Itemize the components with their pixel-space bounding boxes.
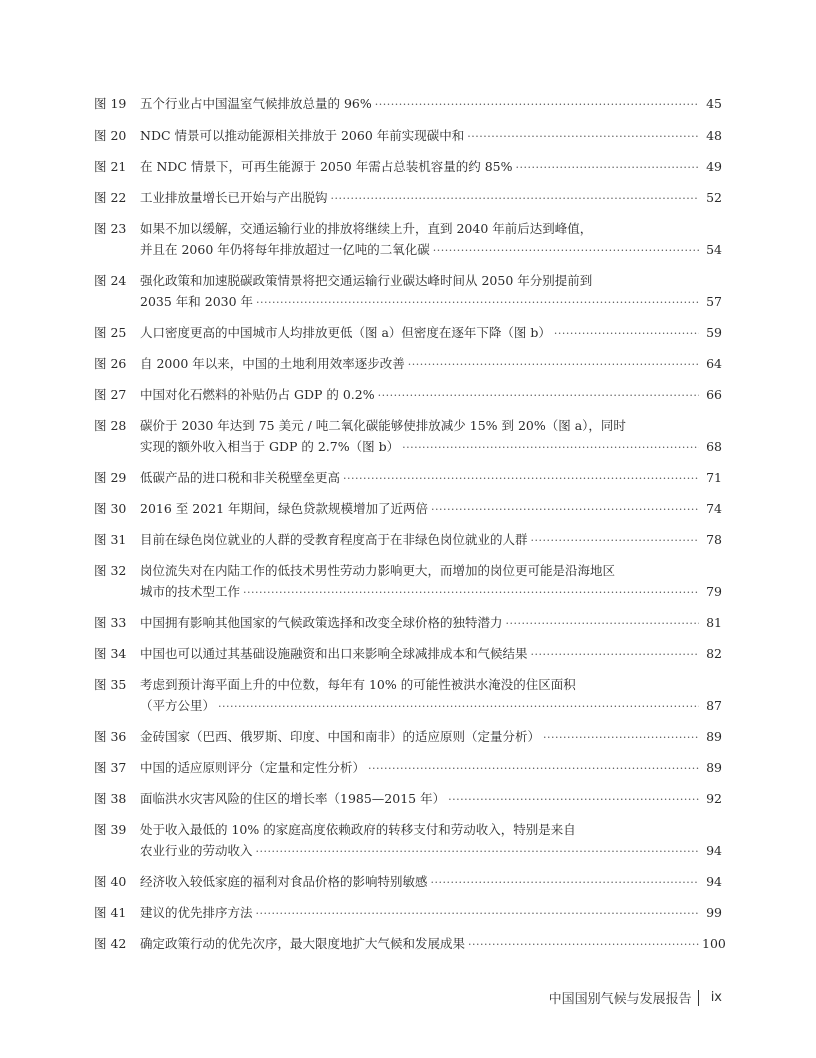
dot-leader — [402, 437, 699, 458]
dot-leader — [531, 530, 699, 551]
footer-divider — [698, 990, 699, 1006]
page-number-link[interactable]: 59 — [706, 325, 722, 340]
page-number-link[interactable]: 79 — [706, 584, 722, 599]
dot-leader — [531, 644, 699, 665]
figure-title: 金砖国家（巴西、俄罗斯、印度、中国和南非）的适应原则（定量分析） — [140, 729, 541, 744]
page-number-link[interactable]: 82 — [706, 646, 722, 661]
page-number-link[interactable]: 68 — [706, 439, 722, 454]
dot-leader — [468, 934, 699, 955]
figure-number: 图 24 — [94, 273, 127, 288]
figure-number: 图 27 — [94, 387, 127, 402]
figure-title-line: 如果不加以缓解，交通运输行业的排放将继续上升，直到 2040 年前后达到峰值， — [140, 221, 593, 236]
figure-title: 在 NDC 情景下，可再生能源于 2050 年需占总装机容量的约 85% — [140, 159, 513, 174]
figure-number: 图 40 — [94, 874, 127, 889]
figure-title-line: 碳价于 2030 年达到 75 美元 / 吨二氧化碳能够使排放减少 15% 到 20%（图 a），同时 — [140, 418, 626, 433]
figure-title: 并且在 2060 年仍将每年排放超过一亿吨的二氧化碳 — [140, 242, 430, 257]
figure-number: 图 23 — [94, 221, 127, 236]
figure-title: 实现的额外收入相当于 GDP 的 2.7%（图 b） — [140, 439, 400, 454]
figure-title: 面临洪水灾害风险的住区的增长率（1985—2015 年） — [140, 791, 446, 806]
dot-leader — [256, 903, 699, 924]
page-number-link[interactable]: 81 — [706, 615, 722, 630]
figure-title: 中国也可以通过其基础设施融资和出口来影响全球减排成本和气候结果 — [140, 646, 528, 661]
page-number-link[interactable]: 89 — [706, 760, 722, 775]
page-number-link[interactable]: 89 — [706, 729, 722, 744]
figure-title: 确定政策行动的优先次序，最大限度地扩大气候和发展成果 — [140, 936, 466, 951]
figure-title: 经济收入较低家庭的福利对食品价格的影响特别敏感 — [140, 874, 428, 889]
figure-title: 自 2000 年以来，中国的土地利用效率逐步改善 — [140, 356, 405, 371]
figure-number: 图 38 — [94, 791, 127, 806]
page-number-link[interactable]: 48 — [706, 128, 722, 143]
dot-leader — [375, 94, 699, 115]
dot-leader — [433, 240, 699, 261]
dot-leader — [256, 841, 699, 862]
page-footer — [549, 988, 722, 1007]
dot-leader — [331, 188, 699, 209]
dot-leader — [543, 727, 699, 748]
figure-title: 中国对化石燃料的补贴仍占 GDP 的 0.2% — [140, 387, 375, 402]
dot-leader — [431, 499, 699, 520]
figure-number: 图 20 — [94, 128, 127, 143]
dot-leader — [516, 157, 700, 178]
page-number-link[interactable]: 52 — [706, 190, 722, 205]
figure-title-line: 强化政策和加速脱碳政策情景将把交通运输行业碳达峰时间从 2050 年分别提前到 — [140, 273, 593, 288]
figure-number: 图 31 — [94, 532, 127, 547]
page-number-link[interactable]: 71 — [706, 470, 722, 485]
figure-title: 中国的适应原则评分（定量和定性分析） — [140, 760, 366, 775]
figure-number: 图 22 — [94, 190, 127, 205]
figure-number: 图 39 — [94, 822, 127, 837]
figure-number: 图 26 — [94, 356, 127, 371]
figure-title-line: 岗位流失对在内陆工作的低技术男性劳动力影响更大，而增加的岗位更可能是沿海地区 — [140, 563, 616, 578]
page-number-link[interactable]: 92 — [706, 791, 722, 806]
report-title: 中国国别气候与发展报告 — [548, 992, 692, 1007]
page-number-link[interactable]: 66 — [706, 387, 722, 402]
dot-leader — [467, 126, 699, 147]
figure-number: 图 25 — [94, 325, 127, 340]
figure-title-line: 处于收入最低的 10% 的家庭高度依赖政府的转移支付和劳动收入，特别是来自 — [140, 822, 576, 837]
figure-number: 图 42 — [94, 936, 127, 951]
figure-number: 图 37 — [94, 760, 127, 775]
figure-number: 图 28 — [94, 418, 127, 433]
page-number-link[interactable]: 49 — [706, 159, 722, 174]
page-number-link[interactable]: 57 — [706, 294, 722, 309]
figure-number: 图 21 — [94, 159, 127, 174]
page-number-link[interactable]: 74 — [706, 501, 722, 516]
figure-title: 2016 至 2021 年期间，绿色贷款规模增加了近两倍 — [140, 501, 429, 516]
figure-number: 图 32 — [94, 563, 127, 578]
dot-leader — [343, 468, 699, 489]
dot-leader — [218, 696, 699, 717]
page-number-link[interactable]: 99 — [706, 905, 722, 920]
page-number-link[interactable]: 94 — [706, 874, 722, 889]
figure-title: （平方公里） — [140, 698, 216, 713]
dot-leader — [431, 872, 699, 893]
page-number-link[interactable]: 64 — [706, 356, 722, 371]
figure-number: 图 33 — [94, 615, 127, 630]
figure-number: 图 29 — [94, 470, 127, 485]
figure-title: 中国拥有影响其他国家的气候政策选择和改变全球价格的独特潜力 — [140, 615, 503, 630]
page-number-link[interactable]: 78 — [706, 532, 722, 547]
page-number-link[interactable]: 45 — [706, 96, 722, 111]
figure-number: 图 41 — [94, 905, 127, 920]
figure-number: 图 34 — [94, 646, 127, 661]
figure-title: 人口密度更高的中国城市人均排放更低（图 a）但密度在逐年下降（图 b） — [140, 325, 551, 340]
figure-title: NDC 情景可以推动能源相关排放于 2060 年前实现碳中和 — [140, 128, 465, 143]
figure-number: 图 30 — [94, 501, 127, 516]
figure-title: 工业排放量增长已开始与产出脱钩 — [140, 190, 328, 205]
figure-title: 2035 年和 2030 年 — [140, 294, 254, 309]
page-number-link[interactable]: 100 — [702, 936, 726, 951]
figure-title: 城市的技术型工作 — [140, 584, 241, 599]
dot-leader — [243, 582, 699, 603]
dot-leader — [378, 385, 699, 406]
figure-title: 低碳产品的进口税和非关税壁垒更高 — [140, 470, 341, 485]
figure-number: 图 36 — [94, 729, 127, 744]
dot-leader — [408, 354, 699, 375]
page-number-link[interactable]: 54 — [706, 242, 722, 257]
figure-title: 农业行业的劳动收入 — [140, 843, 253, 858]
dot-leader — [506, 613, 699, 634]
dot-leader — [448, 789, 699, 810]
dot-leader — [554, 323, 699, 344]
figure-title-line: 考虑到预计海平面上升的中位数，每年有 10% 的可能性被洪水淹没的住区面积 — [140, 677, 576, 692]
figure-number: 图 19 — [94, 96, 127, 111]
figure-title: 五个行业占中国温室气候排放总量的 96% — [140, 96, 372, 111]
dot-leader — [256, 292, 699, 313]
figure-title: 目前在绿色岗位就业的人群的受教育程度高于在非绿色岗位就业的人群 — [140, 532, 528, 547]
figure-title: 建议的优先排序方法 — [140, 905, 253, 920]
dot-leader — [368, 758, 699, 779]
figure-number: 图 35 — [94, 677, 127, 692]
page-number-link[interactable]: 87 — [706, 698, 722, 713]
page-number-link[interactable]: 94 — [706, 843, 722, 858]
page-number: ix — [710, 990, 722, 1005]
